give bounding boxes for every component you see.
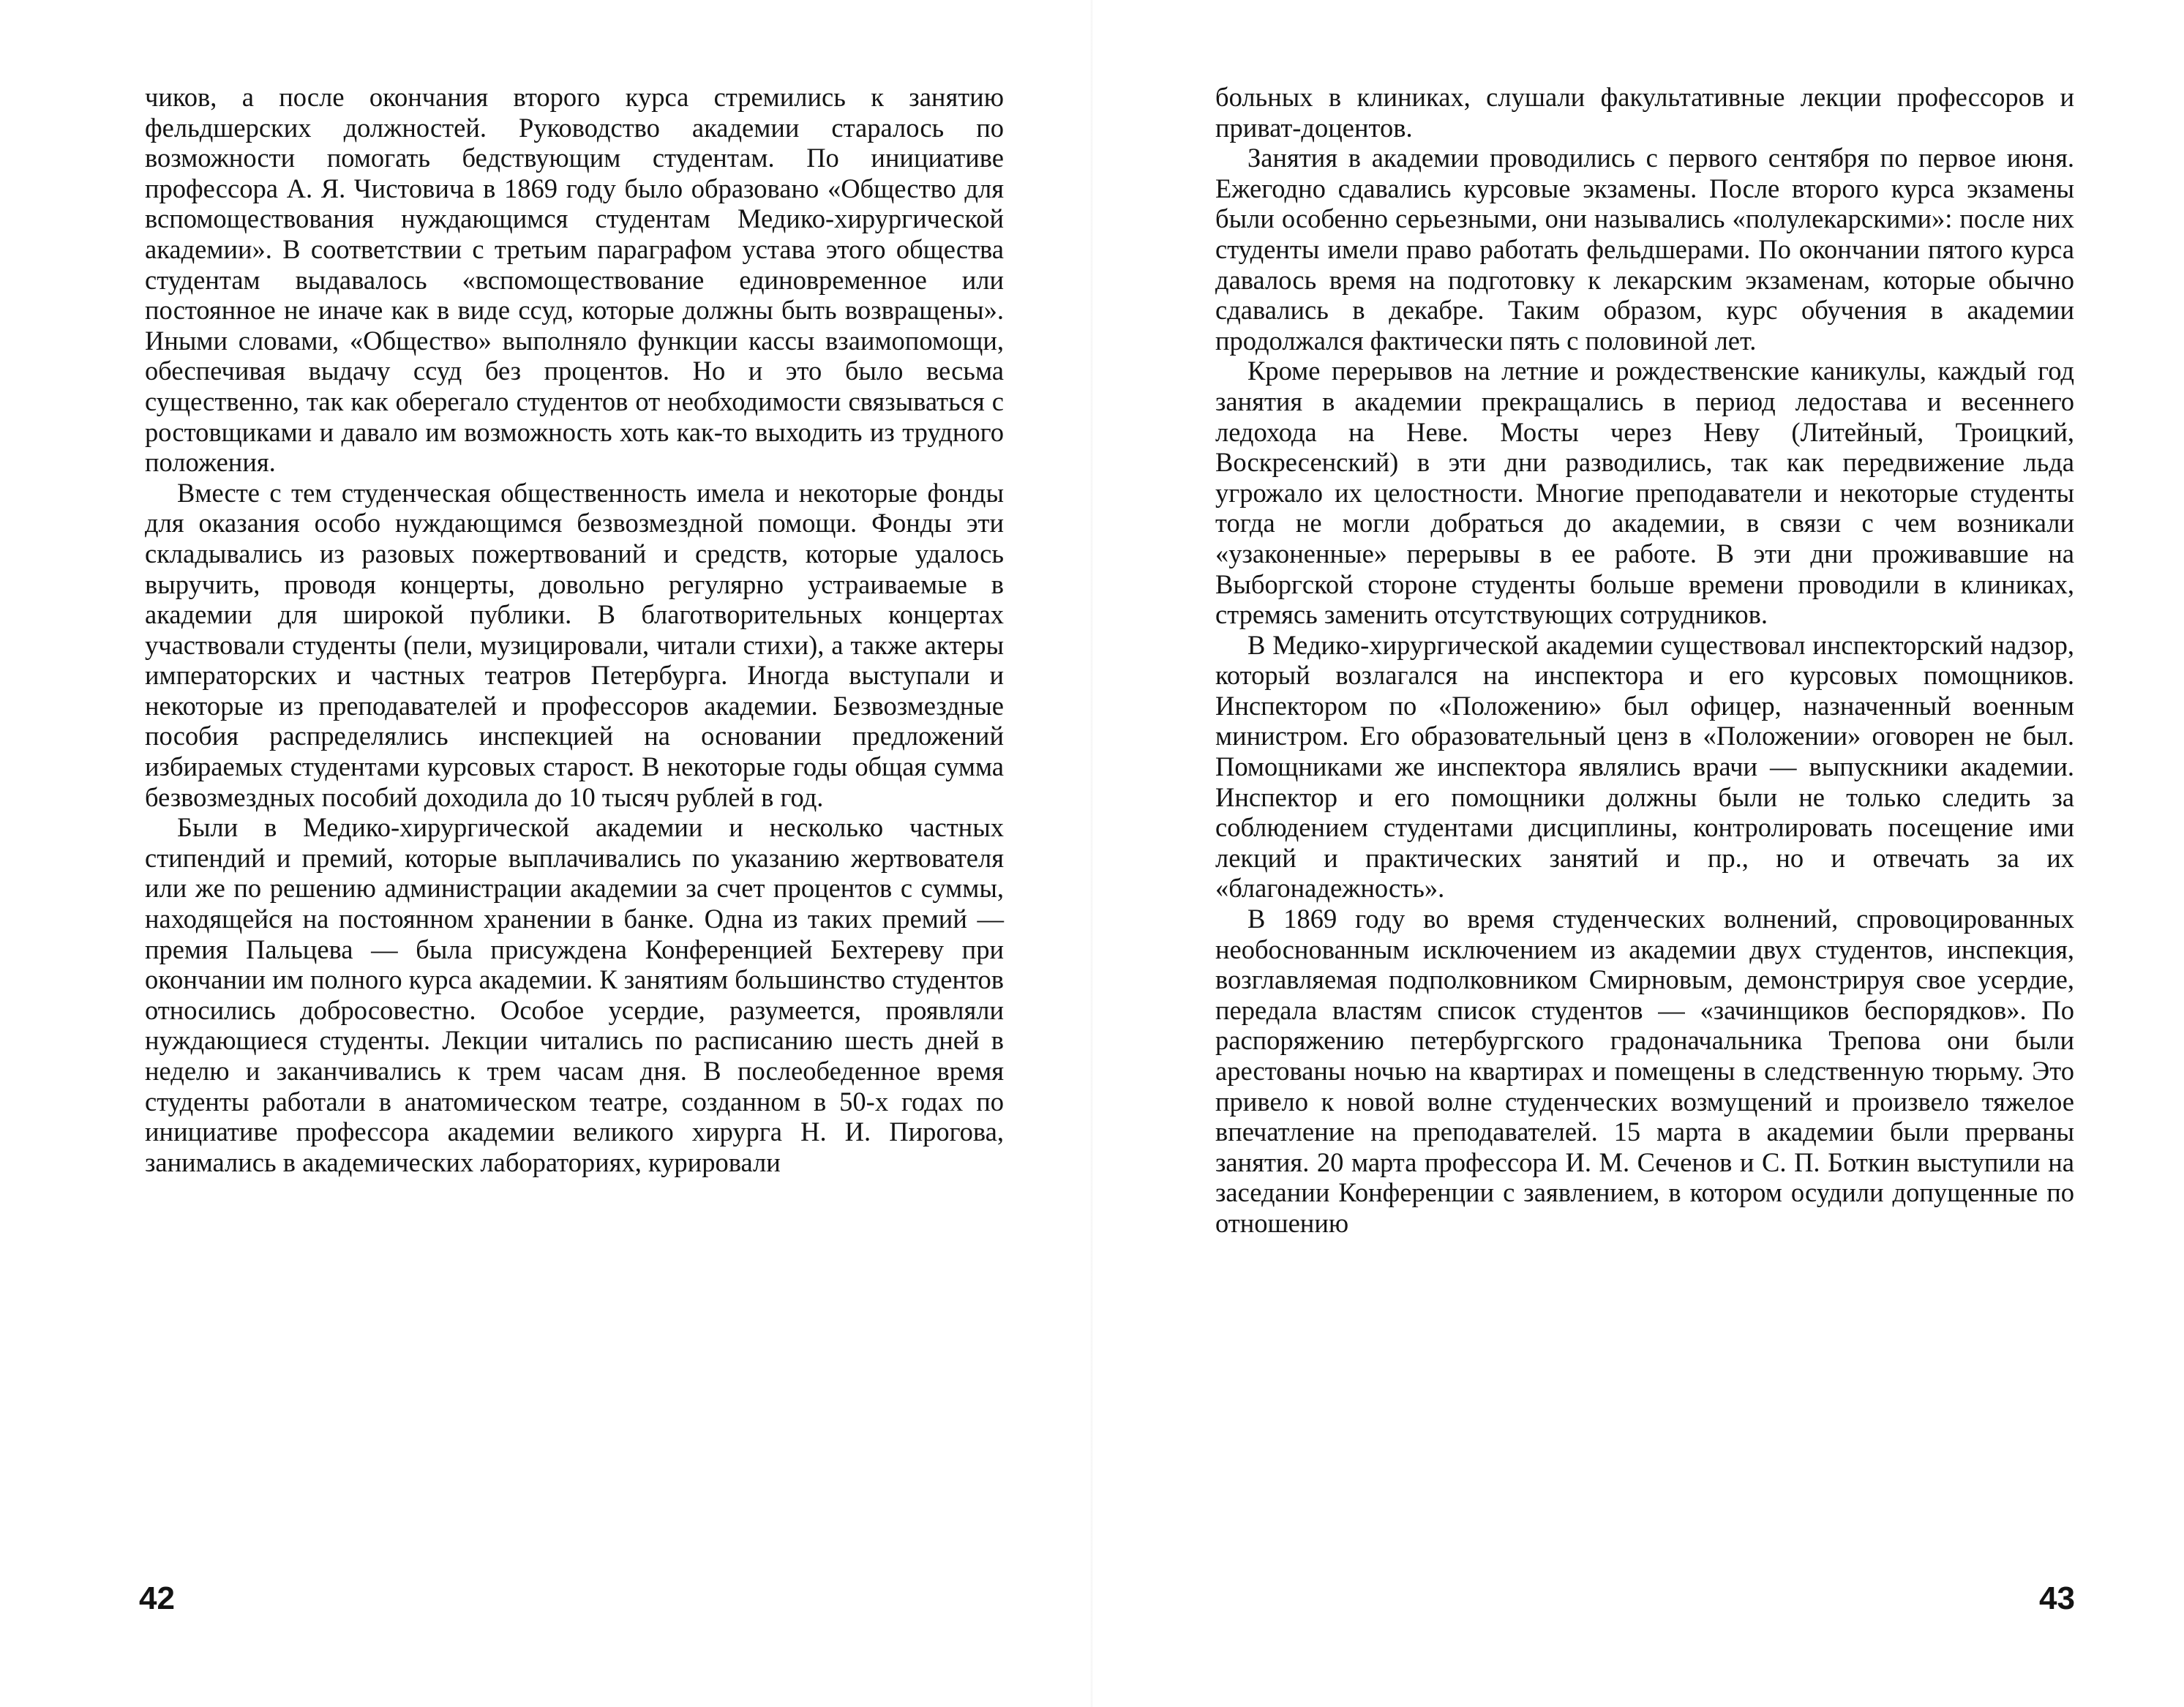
right-paragraph-3: Кроме перерывов на летние и рождественские каникулы, каждый год занятия в академии прекращались в период ледостава и весеннего ледохода на Неве. Мосты через Неву (Литейный, Троицкий, Воскресенский) в эти дни разводились, так как передвижение льда угрожало их целостности. Многие преподаватели и некоторые студенты тогда не могли добраться до академии, в связи с чем возникали «узаконенные» перерывы в ее работе. В эти дни проживавшие на Выборгской стороне студенты больше времени проводили в клиниках, стремясь заменить отсутствующих сотрудников. [1215, 356, 2074, 630]
right-paragraph-5: В 1869 году во время студенческих волнений, спровоцированных необоснованным исключением из академии двух студентов, инспекция, возглавляемая подполковником Смирновым, демонстрируя свое усердие, передала властям список студентов — «зачинщиков беспорядков». По распоряжению петербургского градоначальника Трепова они были арестованы ночью на квартирах и помещены в следственную тюрьму. Это привело к новой волне студенческих возмущений и произвело тяжелое впечатление на преподавателей. 15 марта в академии были прерваны занятия. 20 марта профессора И. М. Сеченов и С. П. Боткин выступили на заседании Конференции с заявлением, в котором осудили допущенные по отношению [1215, 904, 2074, 1238]
right-page-number: 43 [2039, 1580, 2075, 1616]
left-paragraph-3: Были в Медико-хирургической академии и несколько частных стипендий и премий, которые выплачивались по указанию жертвователя или же по решению администрации академии за счет процентов с суммы, находящейся на постоянном хранении в банке. Одна из таких премий — премия Пальцева — была присуждена Конференцией Бехтереву при окончании им полного курса академии. К занятиям большинство студентов относились добросовестно. Особое усердие, разумеется, проявляли нуждающиеся студенты. Лекции читались по расписанию шесть дней в неделю и заканчивались к трем часам дня. В послеобеденное время студенты работали в анатомическом театре, созданном в 50-х годах по инициативе профессора академии великого хирурга Н. И. Пирогова, занимались в академических лабораториях, курировали [145, 812, 1004, 1177]
right-page [1092, 0, 2184, 1707]
left-page-number: 42 [139, 1580, 175, 1616]
left-paragraph-2: Вместе с тем студенческая общественность имела и некоторые фонды для оказания особо нуждающимся безвозмездной помощи. Фонды эти складывались из разовых пожертвований и средств, которые удалось выручить, проводя концерты, довольно регулярно устраиваемые в академии для широкой публики. В благотворительных концертах участвовали студенты (пели, музицировали, читали стихи), а также актеры императорских и частных театров Петербурга. Иногда выступали и некоторые из преподавателей и профессоров академии. Безвозмездные пособия распределялись инспекцией на основании предложений избираемых студентами курсовых старост. В некоторые годы общая сумма безвозмездных пособий доходила до 10 тысяч рублей в год. [145, 477, 1004, 812]
left-page-text [145, 82, 1004, 1177]
left-paragraph-1: чиков, а после окончания второго курса стремились к занятию фельдшерских должностей. Руководство академии старалось по возможности помогать бедствующим студентам. По инициативе профессора А. Я. Чистовича в 1869 году было образовано «Общество для вспомоществования нуждающимся студентам Медико-хирургической академии». В соответствии с третьим параграфом устава этого общества студентам выдавалось «вспомоществование единовременное или постоянное не иначе как в виде ссуд, которые должны быть возвращены». Иными словами, «Общество» выполняло функции кассы взаимопомощи, обеспечивая выдачу ссуд без процентов. Но и это было весьма существенно, так как оберегало студентов от необходимости связываться с ростовщиками и давало им возможность хоть как-то выходить из трудного положения. [145, 82, 1004, 478]
right-paragraph-2: Занятия в академии проводились с первого сентября по первое июня. Ежегодно сдавались курсовые экзамены. После второго курса экзамены были особенно серьезными, они назывались «полулекарскими»: после них студенты имели право работать фельдшерами. По окончании пятого курса давалось время на подготовку к лекарским экзаменам, которые обычно сдавались в декабре. Таким образом, курс обучения в академии продолжался фактически пять с половиной лет. [1215, 143, 2074, 356]
right-paragraph-4: В Медико-хирургической академии существовал инспекторский надзор, который возлагался на инспектора и его курсовых помощников. Инспектором по «Положению» был офицер, назначенный военным министром. Его образовательный ценз в «Положении» оговорен не был. Помощниками же инспектора являлись врачи — выпускники академии. Инспектор и его помощники должны были не только следить за соблюдением студентами дисциплины, контролировать посещение ими лекций и практических занятий и пр., но и отвечать за их «благонадежность». [1215, 629, 2074, 904]
right-page-text [1215, 82, 2074, 1239]
right-paragraph-1: больных в клиниках, слушали факультативные лекции профессоров и приват-доцентов. [1215, 82, 2074, 143]
